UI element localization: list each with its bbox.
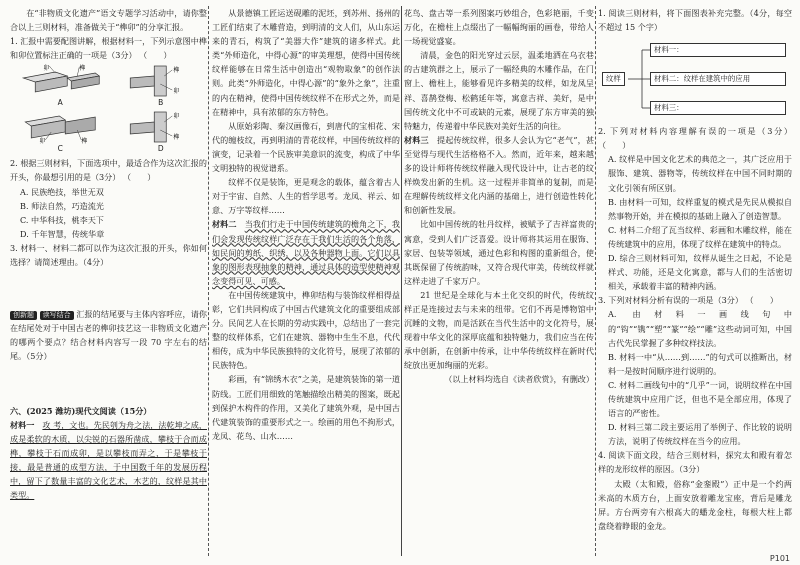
option-label: D	[157, 144, 164, 154]
tenon-label: 榫	[172, 134, 179, 142]
material-2-paragraph: 材料二 当我们行走于中国传统建筑的檐角之下，我们会发现传统纹样广泛存在于我们生活的各个角落，如民间的剪纸、织绣，以及各种器物上面。它们以具象的图形表现抽象的精神，通过具体的造型使精神观念变得可见、可感。	[212, 219, 400, 286]
column-1	[10, 6, 207, 559]
q3-option-b[interactable]: B. 材料一中“从……到……”的句式可以推断出，材料一是按时间顺序进行说明的。	[608, 351, 792, 376]
paragraph: 从景德镇工匠运送砚雕的泥坯，到苏州、扬州的工匠们结束了木雕营造，到明清的文人们，从山东运来的青石，构筑了“美器大作”建筑的诸多样式。此类“外师造化，中得心源”的审美理想，使得中国传统纹样能够在日常生活中创造出“观物取象”的创作法则。此类“外师造化，中得心源”的“象外之象”，注重的内在精神，使得中国传统纹样不在形式之外，而是在精神中，具有浓郁的东方特色。	[212, 8, 400, 117]
q2-option-a[interactable]: A. 纹样是中国文化艺术的典范之一，其广泛应用于服饰、建筑、器物等，传统纹样在中国不同时期的文化引领有所区别。	[608, 154, 792, 193]
question-4: 创新题 读写结合 汇报的结尾要与主体内容呼应，请你在结尾处对于中国古老的榫卯技艺这一非物质文化遗产的哪两个要点？结合材料内容写一段 70 字左右的结尾。（5分）	[10, 309, 207, 362]
mind-map-root: 纹样	[602, 72, 625, 86]
answer-space[interactable]	[10, 364, 207, 404]
tenon-label: 榫	[81, 138, 88, 145]
q2-option-d[interactable]: D. 千年智慧，传统华章	[20, 228, 105, 239]
column-divider	[595, 6, 596, 556]
question-1: 1. 阅读三则材料，将下面图表补充完整。（4分，每空不超过 15 个字）	[598, 8, 792, 33]
paragraph: 在中国传统建筑中，榫卯结构与装饰纹样相得益彰，它们共同构成了中国古代建筑文化的重要组成部分。民间艺人在长期的劳动实践中，总结出了一套完整的纹样体系，它们在建筑、器物中生生不息，代代相传，成为中华民族独特的文化符号，展现了浓郁的民族特色。	[212, 289, 400, 371]
page-gutter	[401, 6, 402, 556]
section-heading: 六、(2025 潍坊)现代文阅读（15分）	[10, 405, 152, 416]
source-citation: （以上材料均选自《读者欣赏》，有删改）	[444, 374, 594, 385]
reading-writing-tag: 读写结合	[40, 311, 74, 320]
question-2: 2. 下列对材料内容理解有误的一项是（3分） （ ）	[598, 126, 792, 151]
tenon-label: 榫	[79, 65, 86, 73]
innovation-tag: 创新题	[10, 311, 37, 320]
page-number: P101	[769, 554, 790, 563]
paragraph: 纹样不仅是装饰，更是观念的载体，蕴含着古人对于宇宙、自然、人生的哲学思考。龙凤、祥云、如意、万字等纹样……	[212, 177, 400, 216]
column-2	[212, 6, 400, 559]
mind-map-branch-3[interactable]: 材料三：	[650, 101, 786, 115]
mind-map	[598, 38, 792, 120]
paragraph: 彩画，有“锦绣木衣”之美，是建筑装饰的第一道防线。工匠们用细致的笔触描绘出精美的图案，既起到保护木构件的作用，又美化了建筑外观，是中国古代建筑装饰的重要形式之一。绘画的用色不拘形式，龙凤、花鸟、山水……	[212, 374, 400, 441]
answer-space[interactable]	[10, 269, 207, 307]
q3-option-a[interactable]: A. 由材料一画线句中的“钩”“镌”“塑”“篆”“绘”“雕”这些动词可知，中国古代先民掌握了多种纹样技法。	[608, 309, 792, 348]
option-label: B	[158, 98, 164, 108]
paragraph: 比如中国传统的牡丹纹样，被赋予了吉祥富贵的寓意，受到人们广泛喜爱。设计师将其运用在服饰、家居、包装等领域，通过色彩和构图的重新组合，使其既保留了传统韵味，又符合现代审美，传统纹样就这样走进了千家万户。	[404, 219, 594, 286]
joint-diagram-b[interactable]	[115, 64, 208, 108]
column-divider	[208, 6, 209, 556]
material-3-paragraph: 材料三 提起传统纹样，很多人会认为它“老气”，甚至觉得与现代生活格格不入。然而，近年来，越来越多的设计师将传统纹样融入现代设计中，让古老的纹样焕发出新的生机。这一过程并非简单的复制，而是在理解传统纹样文化内涵的基础上，进行创造性转化和创新性发展。	[404, 134, 594, 216]
mortise-label: 卯	[39, 138, 46, 145]
paragraph: 花鸟、盘古等一系列图案巧妙组合，色彩艳丽，千变万化，在檐柱上点缀出了一幅幅绚丽的画卷，带给人一场视觉盛宴。	[404, 8, 594, 47]
mortise-label: 卯	[172, 88, 179, 96]
mortise-label: 卯	[43, 65, 50, 73]
option-label: C	[57, 144, 63, 154]
question-4: 4. 阅读下面文段，结合三则材料，探究太和殿有着怎样的龙形纹样的原因。（3分）	[598, 450, 792, 475]
paragraph: 21 世纪是全球化与本土化交织的时代，传统纹样正是连接过去与未来的纽带。它们不再是博物馆中沉睡的文物，而是活跃在当代生活中的文化符号，展现着中华文化的深厚底蕴和独特魅力，我们应当在传承中创新，在创新中传承，让中华传统纹样在新时代绽放出更加绚丽的光彩。	[404, 289, 594, 371]
q2-option-c[interactable]: C. 中华科技，桃李天下	[20, 214, 104, 225]
paragraph: 清晨，金色的阳光穿过云层，温柔地洒在乌衣巷的古建筑群之上，展示了一幅经典的木雕作品，在门窗上、檐柱上，能够看见许多精美的纹样，如龙凤呈祥、喜鹊登梅、松鹤延年等，寓意吉祥、美好，是中国传统文化中不可或缺的元素，展现了东方审美的独特魅力，传递着中华民族对美好生活的向往。	[404, 50, 594, 131]
tenon-label: 榫	[172, 67, 179, 75]
option-label: A	[57, 98, 63, 108]
joint-diagram-a[interactable]	[14, 64, 107, 108]
mind-map-branch-2: 材料二：纹样在建筑中的应用	[650, 72, 786, 86]
paragraph: 从原始彩陶、秦汉画像石，到唐代的宝相花、宋代的缠枝纹，再到明清的青花纹样，中国传统纹样的演变，记录着一个民族审美意识的流变，构成了中华文明独特的视觉谱系。	[212, 120, 400, 174]
column-4	[598, 6, 792, 559]
joint-diagram-c[interactable]	[14, 110, 107, 154]
column-3	[404, 6, 594, 559]
reading-passage: 太殿（太和殿，俗称“金銮殿”）正中是一个约两米高的木质方台，上面安放着雕龙宝座，背后是雕龙屏。方台两旁有六根高大的蟠龙金柱，每根大柱上都盘绕着睁眼的金龙。	[598, 478, 792, 531]
joint-diagram-d[interactable]	[115, 110, 208, 154]
material-1-paragraph: 材料一 攻 考，文也。先民刳为舟之法，法乾坤之成，成是柔软的木质，以尖锐的石器所凿成，攀枝于合而成榫，攀枝于石而成卯，是以攀枝而弄之，于是攀枝于接，最是普通的成型方法，于中国数千年的发展历程中，留下了数量丰富的文化艺术，木艺的，纹样是其中类型。	[10, 419, 207, 501]
q2-option-c[interactable]: C. 材料二介绍了瓦当纹样、彩画和木雕纹样，能在传统建筑中的应用，体现了纹样在建筑中的特点。	[608, 224, 792, 249]
q2-option-a[interactable]: A. 民族绝技，举世无双	[20, 186, 104, 197]
task-intro: 在“非物质文化遗产”语文专题学习活动中，请你整合以上三则材料，准备做关于“榫卯”的分享汇报。	[10, 8, 207, 33]
question-3: 3. 材料一、材料二都可以作为这次汇报的开头，你如何选择？请简述理由。（4分）	[10, 242, 207, 268]
question-1: 1. 汇报中需要配图讲解，根据材料一，下列示意图中榫和卯位置标注正确的一项是（3分） （ ）	[10, 36, 207, 61]
q3-option-c[interactable]: C. 材料二画线句中的“几乎”一词，说明纹样在中国传统建筑中应用广泛，但也不是全部应用，体现了语言的严密性。	[608, 379, 792, 419]
q3-option-d[interactable]: D. 材料三第二段主要运用了举例子、作比较的说明方法，说明了传统纹样在当今的应用。	[608, 422, 792, 447]
question-2: 2. 根据三则材料，下面选项中，最适合作为这次汇报的开头，你最想引用的是（3分） （ ）	[10, 158, 207, 183]
mind-map-branch-1[interactable]: 材料一：	[650, 43, 786, 57]
q2-option-b[interactable]: B. 师法自然，巧造流光	[20, 200, 104, 211]
mortise-label: 卯	[172, 113, 179, 121]
q2-option-b[interactable]: B. 由材料一可知，纹样重复的模式是先民从模拟自然事物开始，并在模拟的基础上融入了创造智慧。	[608, 196, 792, 221]
question-3: 3. 下列对材料分析有误的一项是（3分） （ ）	[598, 295, 778, 306]
q2-option-d[interactable]: D. 综合三则材料可知，纹样从诞生之日起，不论是样式、功能，还是文化寓意，都与人们的生活密切相关，承载着丰富的精神内涵。	[608, 253, 792, 292]
joint-diagram-options	[14, 64, 207, 154]
